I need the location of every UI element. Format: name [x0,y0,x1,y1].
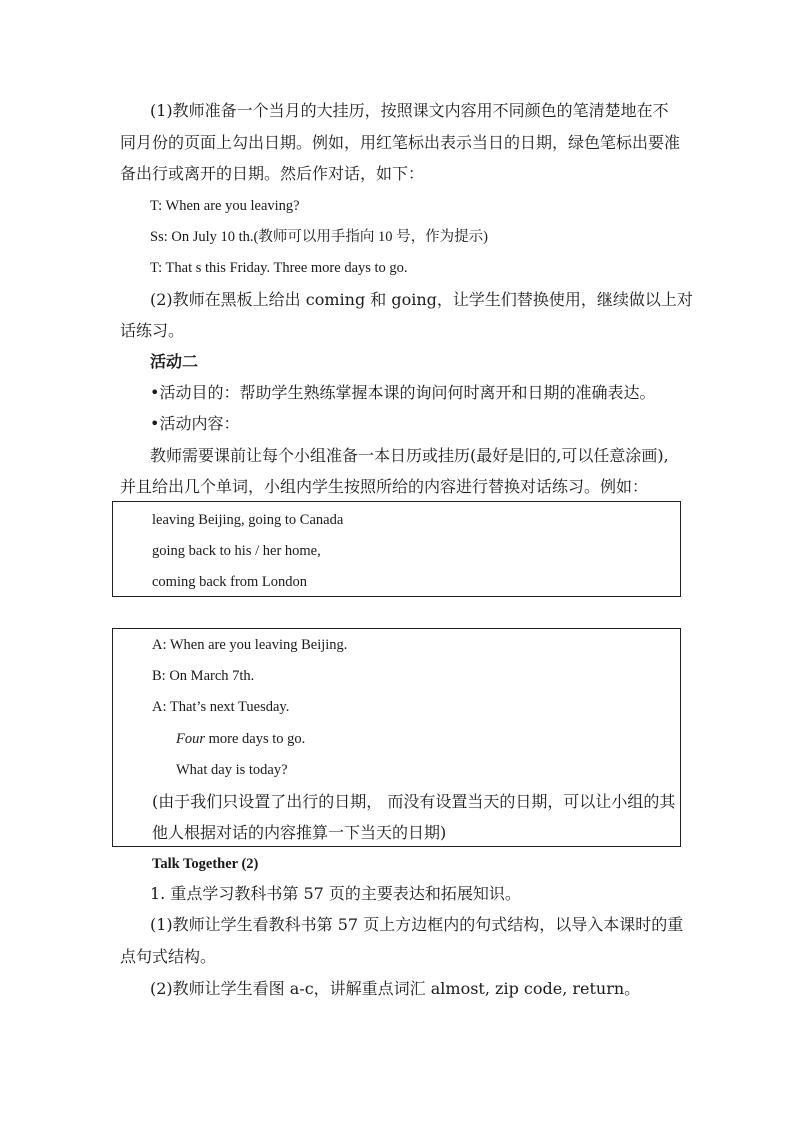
activity-goal: •活动目的：帮助学生熟练掌握本课的询问何时离开和日期的准确表达。 [150,383,656,402]
dialogue-line-rest: more days to go. [205,731,306,747]
dialogue-line: T: That s this Friday. Three more days to go. [150,260,408,276]
paragraph-line: 话练习。 [120,321,185,340]
paragraph-line: 并且给出几个单词，小组内学生按照所给的内容进行替换对话练习。例如： [120,477,649,496]
dialogue-line: Ss: On July 10 th.(教师可以用手指向 10 号，作为提示) [150,229,488,245]
dialogue-line: B: On March 7th. [152,668,255,684]
dialogue-line [176,729,305,749]
dialogue-line: T: When are you leaving? [150,198,300,214]
paragraph-line: 同月份的页面上勾出日期。例如，用红笔标出表示当日的日期，绿色笔标出要准 [120,133,681,152]
dialogue-line: A: When are you leaving Beijing. [152,637,348,653]
activity-content-label: •活动内容： [150,414,240,433]
dialogue-box [112,628,681,847]
paragraph-line: (1)教师准备一个当月的大挂历，按照课文内容用不同颜色的笔清楚地在不 [150,101,669,120]
paragraph-line: (2)教师让学生看图 a-c，讲解重点词汇 almost, zip code, return。 [150,979,641,998]
dialogue-line: A: That’s next Tuesday. [152,699,290,715]
paragraph-line: (1)教师让学生看教科书第 57 页上方边框内的句式结构，以导入本课时的重 [150,915,684,934]
dialogue-line: What day is today? [176,762,288,778]
phrase-box [112,501,681,597]
note-line: 他人根据对话的内容推算一下当天的日期) [152,823,447,842]
phrase-line: going back to his / her home, [152,543,321,559]
italic-word: Four [176,731,205,747]
paragraph-line: (2)教师在黑板上给出 coming 和 going，让学生们替换使用，继续做以上对 [150,290,693,309]
note-line: (由于我们只设置了出行的日期， 而没有设置当天的日期，可以让小组的其 [152,792,676,811]
phrase-line: leaving Beijing, going to Canada [152,512,344,528]
paragraph-line: 点句式结构。 [120,947,217,966]
paragraph-line: 教师需要课前让每个小组准备一本日历或挂历(最好是旧的,可以任意涂画), [150,446,669,465]
section-heading: 活动二 [150,352,199,371]
list-item: 1. 重点学习教科书第 57 页的主要表达和拓展知识。 [150,884,521,903]
paragraph-line: 备出行或离开的日期。然后作对话，如下： [120,164,425,183]
section-heading: Talk Together (2) [152,856,259,872]
phrase-line: coming back from London [152,574,308,590]
